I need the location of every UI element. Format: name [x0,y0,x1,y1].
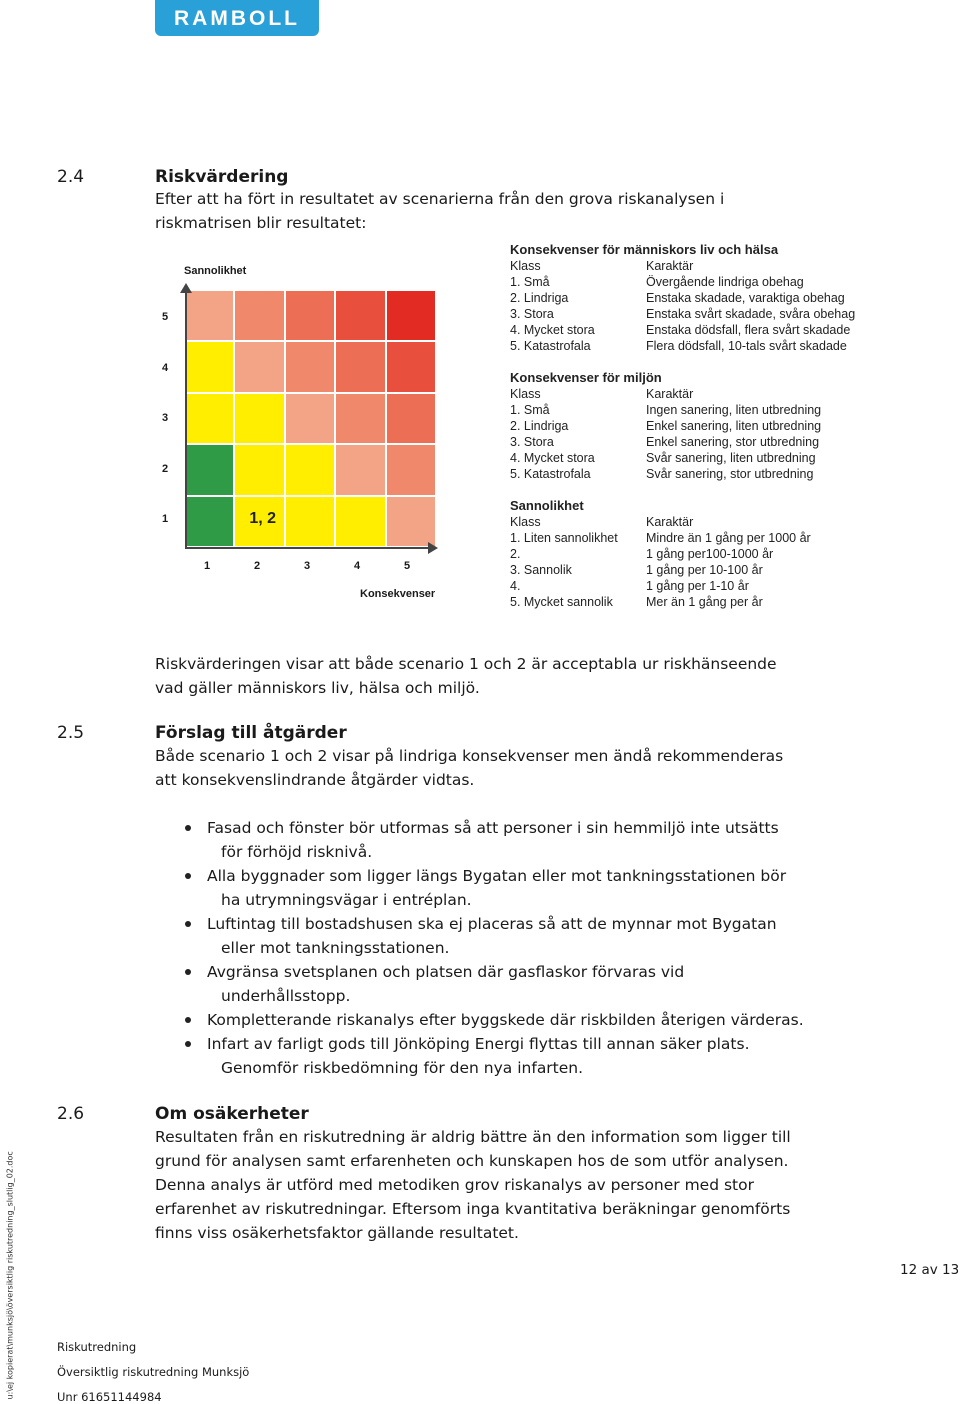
legend-environment [510,370,822,482]
matrix-cell [235,291,283,340]
legend-row [510,578,749,594]
text-line: Efter att ha fört in resultatet av scenarierna från den grova riskanalysen i [155,190,725,208]
matrix-cell [185,497,233,546]
legend-header-row [510,386,694,402]
x-tick-label: 2 [254,560,261,572]
text-line: Både scenario 1 och 2 visar på lindriga konsekvenser men ändå rekommenderas [155,747,784,765]
list-item [185,912,804,960]
legend-row [510,274,804,290]
legend-class: 1. Små [510,403,550,417]
matrix-cell [185,342,233,391]
matrix-cell [235,497,283,546]
legend-col-karaktar: Karaktär [646,515,694,529]
text-line: Denna analys är utförd med metodiken grov riskanalys av personer med stor [155,1176,754,1194]
bullet-icon [185,969,191,975]
text-line: vad gäller människors liv, hälsa och miljö. [155,679,480,697]
matrix-cell [387,342,435,391]
matrix-grid [185,291,435,546]
legend-character: Flera dödsfall, 10-tals svårt skadade [646,339,847,353]
legend-class: 4. Mycket stora [510,323,595,337]
legend-character: Övergående lindriga obehag [646,275,804,289]
legend-probability [510,498,811,610]
legend-row [510,594,763,610]
section-title-forslag: Förslag till åtgärder [155,723,347,743]
legend-heading: Sannolikhet [510,498,584,513]
matrix-cell [336,497,384,546]
list-item-text-continued: ha utrymningsvägar i entréplan. [221,891,472,909]
matrix-cell [185,445,233,494]
y-tick-label: 3 [162,412,169,424]
text-line: riskmatrisen blir resultatet: [155,214,367,232]
legend-character: Ingen sanering, liten utbredning [646,403,822,417]
legend-character: Enstaka skadade, varaktiga obehag [646,291,845,305]
legend-class: 3. Sannolik [510,563,572,577]
legend-row [510,530,811,546]
matrix-cell [235,342,283,391]
legend-class: 5. Katastrofala [510,467,591,481]
legend-col-karaktar: Karaktär [646,387,694,401]
list-item-text-continued: för förhöjd risknivå. [221,843,373,861]
text-line: grund för analysen samt erfarenheten och kunskapen hos de som utför analysen. [155,1152,789,1170]
legend-class: 1. Liten sannolikhet [510,531,618,545]
text-line: erfarenhet av riskutredningar. Eftersom inga kvantitativa beräkningar genomförts [155,1200,791,1218]
legend-character: Enstaka dödsfall, flera svårt skadade [646,323,851,337]
y-axis-arrow-icon [180,283,192,293]
matrix-cell [387,291,435,340]
list-item-text-continued: Genomför riskbedömning för den nya infarten. [221,1059,584,1077]
legend-character: Enkel sanering, liten utbredning [646,419,822,433]
x-tick-label: 3 [304,560,311,572]
legend-class: 1. Små [510,275,550,289]
legend-row [510,402,822,418]
y-tick-label: 5 [162,311,169,323]
bullet-icon [185,825,191,831]
footer-doc-type: Riskutredning [57,1340,137,1354]
y-tick-label: 1 [162,513,169,525]
legend-col-karaktar: Karaktär [646,259,694,273]
legend-row [510,434,820,450]
list-item-text: Kompletterande riskanalys efter byggskede där riskbilden återigen värderas. [207,1011,804,1029]
text-line: att konsekvenslindrande åtgärder vidtas. [155,771,475,789]
legend-character: Mindre än 1 gång per 1000 år [646,531,811,545]
text-line: Resultaten från en riskutredning är aldrig bättre än den information som ligger till [155,1128,791,1146]
section-number-2-4: 2.4 [57,167,85,187]
x-tick-label: 1 [204,560,211,572]
legend-heading: Konsekvenser för miljön [510,370,662,385]
matrix-cell [336,394,384,443]
matrix-cell [286,445,334,494]
x-axis-arrow-icon [428,542,438,554]
legend-class: 5. Mycket sannolik [510,595,613,609]
y-axis-line [185,291,187,548]
x-axis-line [185,547,430,549]
section-2-5-intro [155,744,783,792]
matrix-cell [387,394,435,443]
matrix-cell [286,497,334,546]
scenario-label: 1, 2 [249,509,277,527]
legend-class: 3. Stora [510,307,554,321]
y-axis-title: Sannolikhet [184,265,247,277]
list-item [185,816,804,864]
legend-row [510,306,856,322]
list-item-text: Fasad och fönster bör utformas så att personer i sin hemmiljö inte utsätts [207,819,779,837]
text-line: finns viss osäkerhetsfaktor gällande resultatet. [155,1224,519,1242]
legend-row [510,322,851,338]
risk-matrix [150,255,440,605]
matrix-cell [387,445,435,494]
legend-class: 4. Mycket stora [510,451,595,465]
section-number-2-6: 2.6 [57,1104,85,1124]
matrix-cell [286,394,334,443]
legend-class: 2. Lindriga [510,291,569,305]
list-item [185,864,804,912]
bullet-icon [185,1017,191,1023]
legend-character: Svår sanering, stor utbredning [646,467,814,481]
legend-col-klass: Klass [510,387,541,401]
list-item-text-continued: eller mot tankningsstationen. [221,939,450,957]
legend-col-klass: Klass [510,259,541,273]
legend-row [510,290,845,306]
y-tick-label: 2 [162,462,169,475]
matrix-cell [286,291,334,340]
ramboll-logo: RAMBOLL [155,0,319,36]
legend-header-row [510,258,778,274]
list-item [185,1032,804,1080]
matrix-cell [336,445,384,494]
legend-row [510,466,814,482]
legend-class: 3. Stora [510,435,554,449]
text-line: Riskvärderingen visar att både scenario 1 och 2 är acceptabla ur riskhänseende [155,655,777,673]
legend-header-row [510,514,694,530]
legend-people [510,242,856,354]
footer-project-number: Unr 61651144984 [57,1390,162,1404]
footer-doc-title: Översiktlig riskutredning Munksjö [57,1365,250,1379]
x-tick-label: 4 [354,560,361,572]
legend-row [510,450,816,466]
measures-list [185,816,804,1080]
matrix-cell [235,445,283,494]
side-file-path: u:\ej kopierat\munksjö\översiktlig riskutredning_slutlig_02.doc [5,1151,15,1400]
list-item-text: Alla byggnader som ligger längs Bygatan eller mot tankningsstationen bör [207,867,787,885]
matrix-cell [235,394,283,443]
matrix-cell [286,342,334,391]
list-item-text: Infart av farligt gods till Jönköping Energi flyttas till annan säker plats. [207,1035,750,1053]
legend-row [510,418,822,434]
legend-class: 2. Lindriga [510,419,569,433]
legend-heading: Konsekvenser för människors liv och hälsa [510,242,779,257]
matrix-cell [185,291,233,340]
section-title-osakerheter: Om osäkerheter [155,1104,309,1124]
matrix-cell [336,291,384,340]
legend-row [510,338,847,354]
legend-character: 1 gång per 1-10 år [646,579,749,593]
legend-character: Enkel sanering, stor utbredning [646,435,820,449]
list-item [185,960,804,1008]
bullet-icon [185,873,191,879]
matrix-cell [387,497,435,546]
legend-col-klass: Klass [510,515,541,529]
x-tick-label: 5 [404,560,411,572]
list-item-text: Avgränsa svetsplanen och platsen där gasflaskor förvaras vid [207,963,685,981]
legend-class: 4. [510,579,521,593]
legend-character: 1 gång per100-1000 år [646,547,774,561]
legend-class: 2. [510,547,521,561]
legend-character: Svår sanering, liten utbredning [646,451,816,465]
section-2-4-intro [155,187,724,235]
matrix-conclusion [155,652,777,700]
matrix-cell [336,342,384,391]
section-number-2-5: 2.5 [57,723,85,743]
legend-character: Mer än 1 gång per år [646,595,763,609]
matrix-cell [185,394,233,443]
x-axis-title: Konsekvenser [360,588,436,600]
section-title-riskvardering: Riskvärdering [155,167,289,187]
list-item-text: Luftintag till bostadshusen ska ej placeras så att de mynnar mot Bygatan [207,915,777,933]
legend-character: 1 gång per 10-100 år [646,563,763,577]
list-item-text-continued: underhållsstopp. [221,987,351,1005]
list-item [185,1008,804,1032]
legend-character: Enstaka svårt skadade, svåra obehag [646,307,856,321]
section-2-6-body [155,1125,791,1245]
legend-row [510,562,763,578]
page-number: 12 av 13 [900,1262,960,1278]
y-tick-label: 4 [162,361,169,374]
bullet-icon [185,921,191,927]
legend-row [510,546,774,562]
bullet-icon [185,1041,191,1047]
legend-class: 5. Katastrofala [510,339,591,353]
